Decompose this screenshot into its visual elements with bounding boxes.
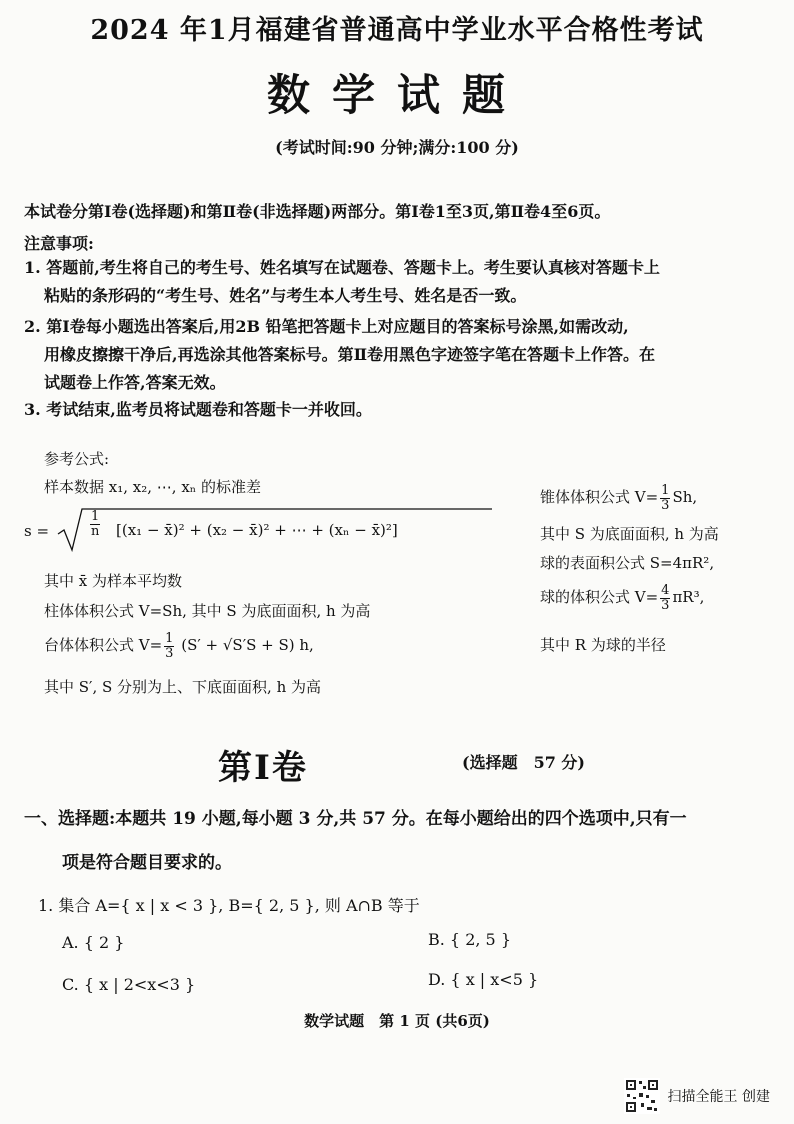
- question-1-option-c: C. { x | 2<x<3 }: [62, 975, 196, 994]
- cone-volume-formula: [540, 484, 697, 512]
- cone-prefix: 锥体体积公式 V=: [540, 488, 659, 507]
- sphere-surface-formula: 球的表面积公式 S=4πR²,: [540, 554, 715, 572]
- section-subtitle: (选择题 57 分): [462, 753, 585, 772]
- sphere-fraction: [660, 584, 670, 612]
- page-footer: 数学试题 第 1 页 (共6页): [304, 1012, 490, 1030]
- frustum-fraction: [164, 632, 174, 660]
- note-3-line-1: 3. 考试结束,监考员将试题卷和答题卡一并收回。: [24, 400, 372, 419]
- sphere-prefix: 球的体积公式 V=: [540, 588, 659, 607]
- formula-heading: 参考公式:: [44, 450, 110, 468]
- note-item-2: [24, 313, 784, 397]
- std-dev-label: 样本数据 x₁, x₂, ⋯, xₙ 的标准差: [44, 478, 262, 496]
- cone-note: 其中 S 为底面面积, h 为高: [540, 525, 719, 543]
- paper-intro: 本试卷分第Ⅰ卷(选择题)和第Ⅱ卷(非选择题)两部分。第Ⅰ卷1至3页,第Ⅱ卷4至6页。: [24, 202, 611, 221]
- sphere-numerator: 4: [661, 583, 670, 598]
- qr-code-icon: [624, 1078, 660, 1114]
- frustum-volume-formula: [44, 632, 314, 660]
- frustum-note: 其中 S′, S 分别为上、下底面面积, h 为高: [44, 678, 321, 696]
- cone-fraction: [660, 484, 670, 512]
- sphere-note: 其中 R 为球的半径: [540, 636, 666, 654]
- question-1-option-d: D. { x | x<5 }: [428, 970, 539, 989]
- note-item-1: [24, 254, 784, 310]
- cone-suffix: Sh,: [672, 488, 698, 507]
- scanner-watermark: [624, 1078, 770, 1114]
- sphere-denominator: 3: [661, 597, 670, 613]
- question-intro-line-1: 一、选择题:本题共 19 小题,每小题 3 分,共 57 分。在每小题给出的四个选项中,只有一: [24, 809, 687, 829]
- cone-numerator: 1: [661, 483, 670, 498]
- question-intro-line-2: 项是符合题目要求的。: [62, 853, 232, 873]
- question-1-option-a: A. { 2 }: [62, 933, 125, 952]
- note-2-line-1: 2. 第Ⅰ卷每小题选出答案后,用2B 铅笔把答题卡上对应题目的答案标号涂黑,如需改动,: [24, 317, 629, 336]
- frustum-prefix: 台体体积公式 V=: [44, 636, 163, 655]
- exam-time-info: (考试时间:90 分钟;满分:100 分): [275, 138, 519, 157]
- std-dev-body: [(x₁ − x̄)² + (x₂ − x̄)² + ⋯ + (xₙ − x̄)²]: [116, 521, 398, 539]
- note-2-line-2: 用橡皮擦擦干净后,再选涂其他答案标号。第Ⅱ卷用黑色字迹签字笔在答题卡上作答。在: [44, 345, 656, 364]
- notes-heading: 注意事项:: [24, 234, 94, 253]
- fraction-one-over-n: [90, 510, 100, 538]
- note-1-line-1: 1. 答题前,考生将自己的考生号、姓名填写在试题卷、答题卡上。考生要认真核对答题卡上: [24, 258, 660, 277]
- subject-title: 数学试题: [267, 71, 527, 121]
- sphere-volume-formula: [540, 584, 704, 612]
- question-1-option-b: B. { 2, 5 }: [428, 930, 511, 949]
- section-title: 第Ⅰ卷: [218, 748, 308, 788]
- note-2-line-3: 试题卷上作答,答案无效。: [44, 373, 226, 392]
- frustum-denominator: 3: [165, 645, 174, 661]
- fraction-denominator: n: [91, 523, 100, 539]
- fraction-numerator: 1: [91, 509, 100, 524]
- scanner-text: 扫描全能王 创建: [667, 1089, 770, 1105]
- prism-volume-formula: 柱体体积公式 V=Sh, 其中 S 为底面面积, h 为高: [44, 602, 371, 620]
- frustum-numerator: 1: [165, 631, 174, 646]
- cone-denominator: 3: [661, 497, 670, 513]
- frustum-body: (S′ + √S′S + S) h,: [181, 636, 314, 655]
- note-1-line-2: 粘贴的条形码的“考生号、姓名”与考生本人考生号、姓名是否一致。: [44, 286, 527, 305]
- exam-title: 2024 年1月福建省普通高中学业水平合格性考试: [90, 15, 704, 46]
- mean-note: 其中 x̄ 为样本平均数: [44, 572, 182, 590]
- note-item-3: [24, 396, 784, 424]
- sphere-suffix: πR³,: [672, 588, 705, 607]
- question-1-text: 1. 集合 A={ x | x < 3 }, B={ 2, 5 }, 则 A∩B 等于: [38, 896, 420, 915]
- s-equals: s =: [24, 522, 50, 540]
